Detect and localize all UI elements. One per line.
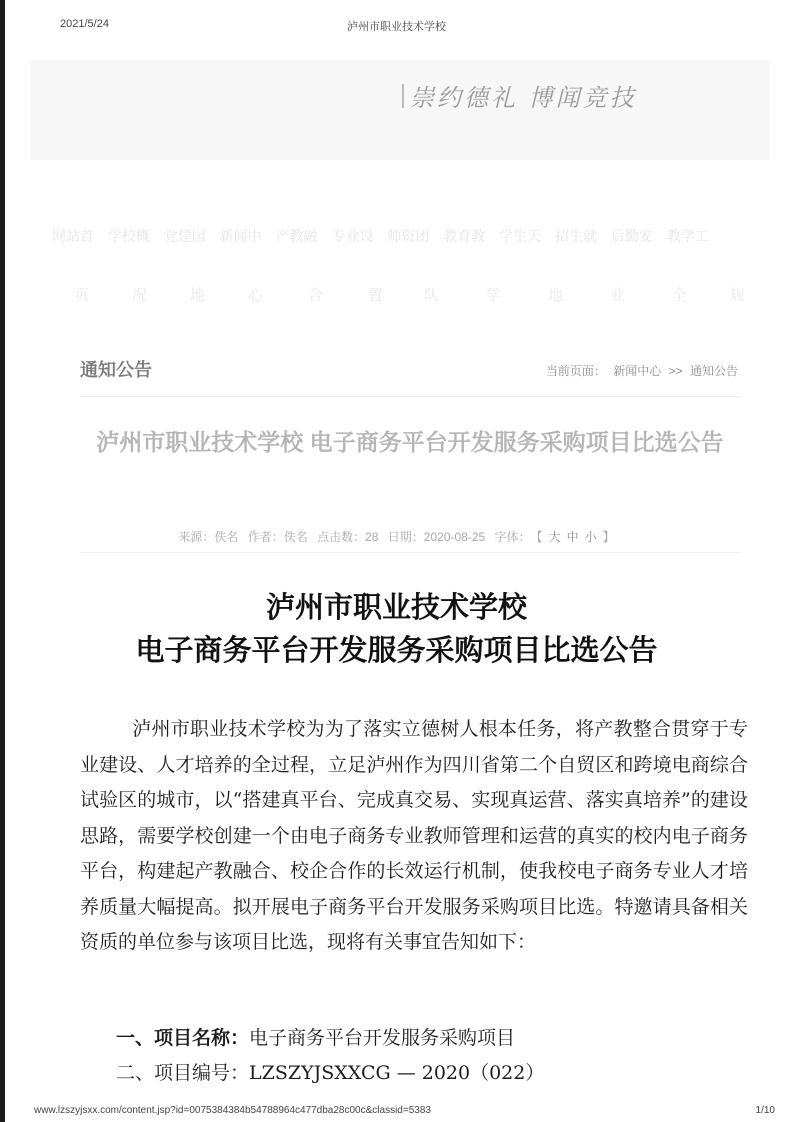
nav-item-teaching[interactable]: 教学工 xyxy=(666,228,709,244)
nav-item-industry[interactable]: 产教融 xyxy=(275,228,318,244)
document-title-line2: 电子商务平台开发服务采购项目比选公告 xyxy=(135,633,658,667)
nav-item-teaching-line2[interactable]: 规 xyxy=(730,287,746,304)
nav-item-logistics-line2[interactable]: 全 xyxy=(672,287,688,304)
print-date: 2021/5/24 xyxy=(60,18,109,30)
meta-source: 来源：佚名 xyxy=(178,530,239,544)
main-nav xyxy=(52,226,772,246)
font-size-large-button[interactable]: 大 xyxy=(548,530,561,544)
meta-font-label: 字体： xyxy=(494,530,531,544)
site-header-banner xyxy=(30,60,770,160)
breadcrumb-notices[interactable]: 通知公告 xyxy=(689,364,738,378)
project-number-label: 二、项目编号： xyxy=(116,1062,250,1084)
nav-item-education[interactable]: 教育教 xyxy=(443,228,486,244)
motto-divider xyxy=(402,84,404,108)
font-size-small-button[interactable]: 小 xyxy=(584,530,597,544)
nav-item-about-line2[interactable]: 况 xyxy=(132,287,148,304)
print-page-number: 1/10 xyxy=(755,1105,775,1116)
nav-item-majors-line2[interactable]: 置 xyxy=(368,287,384,304)
breadcrumb-prefix: 当前页面： xyxy=(545,364,606,378)
nav-item-news-line2[interactable]: 心 xyxy=(248,287,264,304)
project-number-value: LZSZYJSXXCG — 2020（022） xyxy=(249,1062,545,1084)
project-name-label: 一、项目名称： xyxy=(116,1027,250,1049)
nav-item-admissions[interactable]: 招生就 xyxy=(555,228,598,244)
project-name-item xyxy=(116,1023,515,1050)
print-header xyxy=(0,18,793,34)
nav-item-home[interactable]: 网站首 xyxy=(52,228,94,244)
breadcrumb xyxy=(542,362,738,379)
nav-item-students-line2[interactable]: 地 xyxy=(548,287,564,304)
nav-item-industry-line2[interactable]: 合 xyxy=(308,287,324,304)
section-divider xyxy=(80,396,740,397)
meta-clicks: 点击数：28 xyxy=(317,530,379,544)
section-title: 通知公告 xyxy=(80,360,152,380)
print-footer xyxy=(0,1105,793,1119)
nav-item-party[interactable]: 党建园 xyxy=(163,228,206,244)
project-name-value: 电子商务平台开发服务采购项目 xyxy=(249,1027,516,1049)
print-url: www.lzszyjsxx.com/content.jsp?id=0075384384b54788964c477dba28c00c&classid=5383 xyxy=(34,1105,431,1116)
scan-edge xyxy=(0,0,5,1122)
meta-font-open: 【 xyxy=(536,530,543,544)
article-title: 泸州市职业技术学校 电子商务平台开发服务采购项目比选公告 xyxy=(96,429,724,455)
school-motto: 崇约德礼 博闻竞技 xyxy=(410,84,637,112)
nav-item-students[interactable]: 学生天 xyxy=(499,228,542,244)
nav-item-home-line2[interactable]: 页 xyxy=(74,287,90,304)
print-page-title: 泸州市职业技术学校 xyxy=(347,21,446,33)
nav-item-news[interactable]: 新闻中 xyxy=(219,228,262,244)
breadcrumb-separator: >> xyxy=(668,364,683,378)
nav-item-admissions-line2[interactable]: 业 xyxy=(610,287,626,304)
document-paragraph: 泸州市职业技术学校为为了落实立德树人根本任务，将产教整合贯穿于专业建设、人才培养的全过程，立足泸州作为四川省第二个自贸区和跨境电商综合试验区的城市，以“搭建真平台、完成真交易、实现真运营、落实真培养”的建设思路，需要学校创建一个由电子商务专业教师管理和运营的真实的校内电子商务平台，构建起产教融合、校企合作的长效运行机制，使我校电子商务专业人才培养质量大幅提高。拟开展电子商务平台开发服务采购项目比选。特邀请具备相关资质的单位参与该项目比选，现将有关事宜告知如下： xyxy=(80,718,748,953)
meta-divider xyxy=(80,552,740,553)
meta-author: 作者：佚名 xyxy=(247,530,308,544)
meta-date: 日期：2020-08-25 xyxy=(387,530,486,544)
project-number-item xyxy=(116,1058,544,1085)
nav-item-teachers-line2[interactable]: 队 xyxy=(424,287,440,304)
document-title-line1: 泸州市职业技术学校 xyxy=(265,590,527,624)
nav-item-about[interactable]: 学校概 xyxy=(107,228,150,244)
font-size-medium-button[interactable]: 中 xyxy=(566,530,579,544)
article-meta xyxy=(0,528,793,545)
nav-item-teachers[interactable]: 师资团 xyxy=(387,228,430,244)
breadcrumb-news-center[interactable]: 新闻中心 xyxy=(613,364,662,378)
meta-font-close: 】 xyxy=(602,530,615,544)
nav-item-majors[interactable]: 专业设 xyxy=(331,228,374,244)
nav-item-education-line2[interactable]: 学 xyxy=(486,287,502,304)
nav-item-logistics[interactable]: 后勤安 xyxy=(610,228,653,244)
nav-item-party-line2[interactable]: 地 xyxy=(190,287,206,304)
